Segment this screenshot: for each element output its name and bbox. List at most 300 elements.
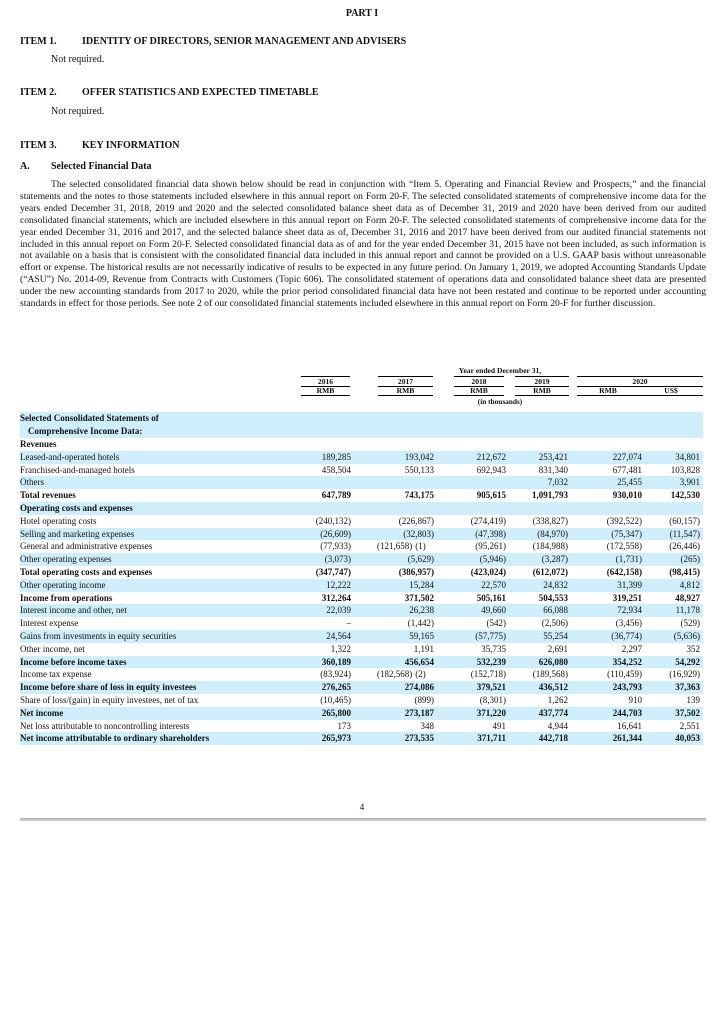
table-row: [20, 528, 703, 541]
cell-number: 436,512: [538, 682, 568, 693]
cell-value: [300, 707, 351, 720]
cell-value: [580, 694, 642, 707]
cell-value: [450, 681, 506, 694]
cell-number: 4,944: [547, 720, 568, 731]
cell-value: [510, 579, 568, 592]
cell-number: 189,285: [321, 451, 351, 462]
cell-value: [650, 720, 700, 733]
cell-value: [510, 707, 568, 720]
table-row: [20, 707, 703, 720]
cell-value: [450, 668, 506, 681]
cell-number: (36,774): [611, 630, 642, 641]
cell-number: 265,973: [321, 733, 351, 744]
cell-value: [510, 553, 568, 566]
cell-number: 227,074: [612, 451, 642, 462]
row-label-text: Total operating costs and expenses: [20, 566, 153, 577]
row-label: [20, 438, 57, 451]
cell-value: [510, 476, 568, 489]
cell-value: [300, 617, 351, 630]
cell-number: (423,024): [470, 566, 506, 577]
cell-value: [377, 656, 434, 669]
cell-value: [377, 732, 434, 745]
cell-number: 25,455: [617, 477, 642, 488]
page-number: 4: [359, 802, 365, 812]
cell-value: [510, 528, 568, 541]
cell-value: [510, 732, 568, 745]
row-label: [20, 464, 135, 477]
cell-value: [300, 720, 351, 733]
cell-number: (60,157): [669, 515, 700, 526]
cell-value: [580, 476, 642, 489]
cell-number: 4,812: [679, 579, 700, 590]
cell-value: [580, 553, 642, 566]
cell-number: 22,570: [481, 579, 506, 590]
row-label: [20, 592, 112, 605]
cell-number: (265): [680, 554, 700, 565]
cell-number: (1,731): [615, 554, 642, 565]
cell-value: [650, 630, 700, 643]
cell-number: 2,297: [621, 643, 642, 654]
cell-value: [510, 540, 568, 553]
row-label: [20, 476, 44, 489]
cell-value: [450, 528, 506, 541]
cell-number: 905,615: [476, 490, 506, 501]
cell-number: 103,828: [670, 464, 700, 475]
row-label: [20, 579, 105, 592]
cell-number: (95,261): [475, 541, 506, 552]
cell-number: 243,793: [612, 682, 642, 693]
item-2-heading: [20, 87, 319, 98]
table-row: [20, 451, 703, 464]
cell-value: [377, 451, 434, 464]
cell-number: 49,660: [481, 605, 506, 616]
page-divider: [20, 818, 706, 821]
cell-number: 456,654: [404, 656, 434, 667]
cell-number: (57,775): [475, 630, 506, 641]
item-2-body: Not required.: [51, 106, 105, 117]
cell-value: [300, 604, 351, 617]
cell-number: 35,735: [481, 643, 506, 654]
item-1-body: Not required.: [51, 54, 105, 65]
cell-value: [510, 720, 568, 733]
cell-number: 677,481: [612, 464, 642, 475]
cell-value: [510, 489, 568, 502]
cell-value: [377, 707, 434, 720]
cell-number: 379,521: [476, 682, 506, 693]
row-label-text: Revenues: [20, 439, 57, 449]
cell-number: 37,502: [675, 707, 700, 718]
cell-value: [580, 604, 642, 617]
table-row: [20, 489, 703, 502]
table-row: [20, 656, 703, 669]
cell-value: [377, 553, 434, 566]
cell-value: [450, 464, 506, 477]
table-row: [20, 617, 703, 630]
cell-number: (26,609): [320, 528, 351, 539]
cell-number: (529): [680, 618, 700, 629]
cell-number: (77,933): [320, 541, 351, 552]
cell-number: 437,774: [538, 707, 568, 718]
row-label: [20, 502, 133, 515]
cell-value: [580, 515, 642, 528]
cell-value: [450, 604, 506, 617]
cell-number: 504,553: [538, 592, 568, 603]
section-a-heading: [20, 161, 152, 172]
cell-value: [377, 528, 434, 541]
cell-value: [580, 566, 642, 579]
table-row: [20, 592, 703, 605]
cell-value: [580, 720, 642, 733]
cell-value: [650, 604, 700, 617]
cell-value: [300, 528, 351, 541]
cell-value: [510, 451, 568, 464]
cell-value: [510, 668, 568, 681]
row-label-text: Net income attributable to ordinary shareholders: [20, 733, 210, 744]
cell-number: (152,718): [470, 669, 506, 680]
cell-number: (32,803): [403, 528, 434, 539]
cell-number: 442,718: [538, 733, 568, 744]
header-currency-2019: RMB: [515, 386, 569, 396]
table-row: [20, 566, 703, 579]
cell-value: [300, 515, 351, 528]
cell-number: 12,222: [326, 579, 351, 590]
row-label-text: Hotel operating costs: [20, 515, 97, 526]
cell-value: [450, 489, 506, 502]
cell-value: [450, 694, 506, 707]
table-row: [20, 438, 703, 451]
cell-value: [450, 579, 506, 592]
cell-number: (47,398): [475, 528, 506, 539]
cell-number: 371,502: [404, 592, 434, 603]
header-year-2018: 2018: [454, 376, 504, 387]
table-row: [20, 579, 703, 592]
cell-number: (240,132): [315, 515, 351, 526]
cell-value: [580, 464, 642, 477]
cell-value: [580, 630, 642, 643]
cell-value: [450, 515, 506, 528]
cell-number: (392,522): [606, 515, 642, 526]
cell-number: 371,711: [477, 733, 506, 744]
cell-value: [300, 681, 351, 694]
cell-value: [300, 668, 351, 681]
row-label-text: Other operating income: [20, 579, 106, 590]
cell-number: (347,747): [315, 566, 351, 577]
cell-value: [450, 643, 506, 656]
item-3-title: KEY INFORMATION: [82, 140, 180, 151]
cell-number: 212,672: [476, 451, 506, 462]
cell-number: 550,133: [404, 464, 434, 475]
cell-number: 24,832: [543, 579, 568, 590]
header-currency-2020-rmb: RMB: [577, 386, 639, 396]
cell-number: 139: [686, 694, 700, 705]
cell-number: 348: [420, 720, 434, 731]
cell-value: [650, 540, 700, 553]
table-row: [20, 630, 703, 643]
cell-number: 831,340: [538, 464, 568, 475]
cell-number: 647,789: [321, 490, 351, 501]
row-label: [20, 681, 196, 694]
cell-value: [377, 604, 434, 617]
cell-value: [510, 656, 568, 669]
cell-value: [650, 515, 700, 528]
cell-number: (184,988): [532, 541, 568, 552]
row-label-text: Income before share of loss in equity investees: [20, 682, 197, 693]
cell-number: 31,399: [617, 579, 642, 590]
cell-value: [650, 732, 700, 745]
cell-value: [450, 566, 506, 579]
header-currency-2017: RMB: [378, 386, 433, 396]
cell-number: (75,347): [611, 528, 642, 539]
cell-value: [650, 694, 700, 707]
table-row: [20, 553, 703, 566]
cell-value: [650, 528, 700, 541]
cell-number: (83,924): [320, 669, 351, 680]
table-row: [20, 681, 703, 694]
cell-value: [580, 579, 642, 592]
cell-number: 37,363: [675, 682, 700, 693]
cell-value: [377, 566, 434, 579]
cell-number: (98,415): [669, 566, 700, 577]
cell-number: 55,254: [543, 630, 568, 641]
cell-value: [580, 540, 642, 553]
cell-value: [377, 643, 434, 656]
cell-value: [377, 681, 434, 694]
cell-value: [377, 617, 434, 630]
table-row: [20, 502, 703, 515]
header-currency-2020-usd: US$: [639, 386, 703, 396]
row-label-text: Income from operations: [20, 592, 113, 603]
cell-value: [450, 451, 506, 464]
row-label: [20, 707, 63, 720]
row-label: [20, 643, 85, 656]
row-label-text: Others: [20, 477, 44, 488]
cell-value: [650, 617, 700, 630]
cell-number: 319,251: [612, 592, 642, 603]
cell-number: (172,558): [606, 541, 642, 552]
row-label-text: General and administrative expenses: [20, 541, 153, 552]
cell-value: [300, 566, 351, 579]
cell-number: (10,465): [320, 694, 351, 705]
cell-value: [580, 528, 642, 541]
row-label: [20, 630, 176, 643]
cell-value: [300, 579, 351, 592]
cell-value: [580, 732, 642, 745]
cell-value: [377, 694, 434, 707]
table-row: [20, 694, 703, 707]
cell-number: 371,220: [476, 707, 506, 718]
row-label: [20, 553, 111, 566]
cell-number: (899): [414, 694, 434, 705]
cell-value: [450, 540, 506, 553]
cell-number: (16,929): [669, 669, 700, 680]
cell-value: [377, 720, 434, 733]
cell-value: [510, 566, 568, 579]
cell-number: (3,287): [541, 554, 568, 565]
cell-number: 532,239: [476, 656, 506, 667]
cell-number: (5,636): [673, 630, 700, 641]
cell-number: (3,456): [615, 618, 642, 629]
cell-value: [580, 617, 642, 630]
row-label-text: Net loss attributable to noncontrolling interests: [20, 720, 190, 731]
cell-value: [510, 681, 568, 694]
cell-number: 3,901: [679, 477, 700, 488]
table-row: [20, 732, 703, 745]
row-label: [20, 656, 127, 669]
cell-number: 59,165: [409, 630, 434, 641]
cell-value: [510, 604, 568, 617]
cell-number: (2,506): [541, 618, 568, 629]
cell-value: [377, 630, 434, 643]
row-label: [20, 540, 152, 553]
row-label-text: Other operating expenses: [20, 554, 112, 565]
cell-value: [510, 630, 568, 643]
cell-value: [510, 464, 568, 477]
table-row: [20, 668, 703, 681]
table-row: [20, 515, 703, 528]
cell-number: 22,039: [326, 605, 351, 616]
cell-value: [300, 630, 351, 643]
cell-number: (26,446): [669, 541, 700, 552]
cell-number: (11,547): [669, 528, 700, 539]
table-row: [20, 604, 703, 617]
row-label: [20, 694, 198, 707]
row-label: [20, 566, 152, 579]
cell-value: [377, 464, 434, 477]
cell-number: 743,175: [404, 490, 434, 501]
cell-number: (110,459): [607, 669, 642, 680]
table-row: [20, 540, 703, 553]
cell-value: [580, 668, 642, 681]
cell-number: 173: [337, 720, 351, 731]
header-year-2017: 2017: [378, 376, 433, 387]
cell-number: (642,158): [606, 566, 642, 577]
cell-number: (542): [486, 618, 506, 629]
cell-value: [580, 489, 642, 502]
cell-number: 1,091,793: [532, 490, 568, 501]
cell-number: –: [346, 618, 351, 629]
cell-number: 312,264: [321, 592, 351, 603]
cell-value: [650, 553, 700, 566]
cell-number: 142,530: [670, 490, 700, 501]
cell-number: (274,419): [470, 515, 506, 526]
cell-number: 692,943: [476, 464, 506, 475]
table-row: [20, 464, 703, 477]
cell-value: [300, 732, 351, 745]
row-label-text: Selected Consolidated Statements of: [20, 413, 159, 423]
cell-number: 24,564: [326, 630, 351, 641]
cell-value: [580, 656, 642, 669]
item-1-number: ITEM 1.: [20, 36, 57, 47]
section-a-title: Selected Financial Data: [51, 161, 152, 172]
cell-number: (189,568): [532, 669, 568, 680]
cell-number: (3,073): [324, 554, 351, 565]
intro-paragraph-text: The selected consolidated financial data shown below should be read in conjunction with “Item 5. Operating and Financial Review and Prospects,” and the financial statements and the notes to those statements included elsewhere in this annual report on Form 20-F. The selected consolidated statements of comprehensive income data for the years ended December 31, 2018, 2019 and 2020 and the selected consolidated balance sheet data as of December 31, 2019 and 2020 have been derived from our audited consolidated financial statements, which are included elsewhere in this annual report on Form 20-F. The selected consolidated statements of comprehensive income data for the year ended December 31, 2016 and 2017, and the selected balance sheet data as of, December 31, 2016 and 2017 have been derived from our audited financial statements not included in this annual report on Form 20-F. Selected consolidated financial data as of and for the year ended December 31, 2015 have not been included, as such information is not available on a basis that is consistent with the consolidated financial data included in this annual report and cannot be provided on a U.S. GAAP basis without unreasonable effort or expense. The historical results are not necessarily indicative of results to be expected in any future period. On January 1, 2019, we adopted Accounting Standards Update (“ASU”) No. 2014-09, Revenue from Contracts with Customers (Topic 606). The consolidated statement of operations data and consolidated balance sheet data are presented under the new accounting standards from 2017 to 2020, while the prior period consolidated financial data have not been restated and continue to be reported under accounting standards in effect for those periods. See note 2 of our consolidated financial statements included elsewhere in this annual report on Form 20-F for further discussion.: [20, 179, 706, 310]
cell-value: [650, 656, 700, 669]
cell-number: 244,703: [612, 707, 642, 718]
intro-paragraph: [20, 179, 706, 310]
cell-value: [450, 592, 506, 605]
cell-number: (182,568): [377, 669, 413, 680]
cell-number: 193,042: [404, 451, 434, 462]
cell-value: [510, 515, 568, 528]
cell-number: (226,867): [398, 515, 434, 526]
cell-value: [580, 643, 642, 656]
cell-value: [450, 720, 506, 733]
cell-number: 2,551: [679, 720, 700, 731]
cell-value: [377, 489, 434, 502]
cell-value: [650, 643, 700, 656]
cell-number: 2,691: [547, 643, 568, 654]
cell-number: 491: [492, 720, 506, 731]
row-label: [20, 489, 76, 502]
cell-number: 1,191: [413, 643, 434, 654]
row-label: [20, 604, 127, 617]
cell-number: 354,252: [612, 656, 642, 667]
row-label-text: Franchised-and-managed hotels: [20, 464, 135, 475]
row-label-text: Share of loss/(gain) in equity investees, net of tax: [20, 694, 199, 705]
row-label-text: Other income, net: [20, 643, 85, 654]
row-label-text: Leased-and-operated hotels: [20, 451, 120, 462]
row-label-text: Interest expense: [20, 618, 79, 629]
cell-number: 15,284: [409, 579, 434, 590]
row-label: [20, 732, 209, 745]
cell-value: [650, 668, 700, 681]
cell-number: (612,072): [532, 566, 568, 577]
cell-value: [450, 617, 506, 630]
cell-number: 40,053: [675, 733, 700, 744]
cell-number: 11,178: [675, 605, 700, 616]
row-label: [20, 412, 159, 438]
row-label-text: Gains from investments in equity securities: [20, 630, 177, 641]
cell-value: [300, 656, 351, 669]
cell-number: 458,504: [321, 464, 351, 475]
cell-value: [650, 476, 700, 489]
cell-number: (121,658): [377, 541, 413, 552]
page-title: PART I: [345, 8, 379, 19]
cell-value: [300, 540, 351, 553]
cell-number: 54,292: [675, 656, 700, 667]
row-label-text: Net income: [20, 707, 64, 718]
row-label-continuation: Comprehensive Income Data:: [28, 426, 143, 436]
cell-value: [300, 553, 351, 566]
cell-number: 34,801: [675, 451, 700, 462]
cell-number: (338,827): [532, 515, 568, 526]
cell-number: (1,442): [407, 618, 434, 629]
cell-value: [510, 592, 568, 605]
section-a-letter: A.: [20, 161, 30, 172]
cell-value: [450, 732, 506, 745]
cell-value: [450, 707, 506, 720]
header-year-2016: 2016: [301, 376, 350, 387]
cell-value: [510, 643, 568, 656]
cell-number: 930,010: [612, 490, 642, 501]
cell-number: 7,032: [547, 477, 568, 488]
cell-value: [650, 566, 700, 579]
cell-value: [300, 694, 351, 707]
row-label: [20, 528, 134, 541]
row-label: [20, 515, 96, 528]
cell-number: 253,421: [538, 451, 568, 462]
cell-value: [580, 592, 642, 605]
cell-number: (84,970): [537, 528, 568, 539]
footnote-marker: (2): [415, 669, 426, 680]
row-label-text: Income tax expense: [20, 669, 92, 680]
cell-number: 273,535: [404, 733, 434, 744]
financial-table: [20, 412, 703, 745]
table-row: [20, 476, 703, 489]
cell-number: 1,322: [330, 643, 351, 654]
row-label-text: Income before income taxes: [20, 656, 127, 667]
